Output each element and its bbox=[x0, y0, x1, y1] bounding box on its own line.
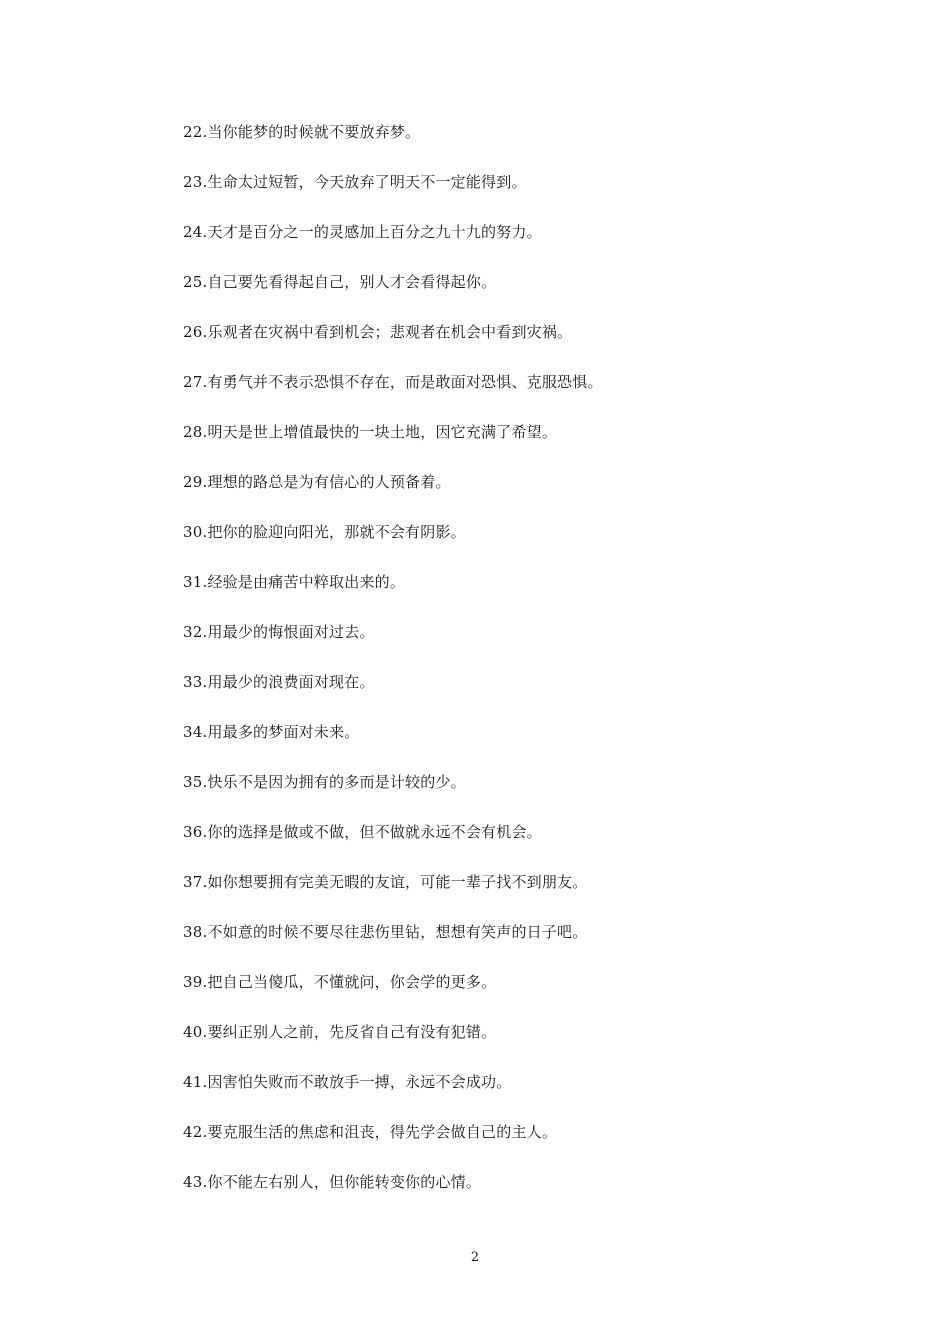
quote-line: 34.用最多的梦面对未来。 bbox=[183, 723, 360, 741]
quote-line: 38.不如意的时候不要尽往悲伤里钻，想想有笑声的日子吧。 bbox=[183, 923, 588, 941]
page-number: 2 bbox=[470, 1250, 480, 1265]
quote-line: 29.理想的路总是为有信心的人预备着。 bbox=[183, 473, 451, 491]
quote-line: 35.快乐不是因为拥有的多而是计较的少。 bbox=[183, 773, 466, 791]
quote-line: 30.把你的脸迎向阳光，那就不会有阴影。 bbox=[183, 523, 466, 541]
quote-line: 32.用最少的悔恨面对过去。 bbox=[183, 623, 375, 641]
quote-line: 37.如你想要拥有完美无暇的友谊，可能一辈子找不到朋友。 bbox=[183, 873, 588, 891]
quote-line: 28.明天是世上增值最快的一块土地，因它充满了希望。 bbox=[183, 423, 558, 441]
quote-line: 26.乐观者在灾祸中看到机会；悲观者在机会中看到灾祸。 bbox=[183, 323, 573, 341]
quote-line: 22.当你能梦的时候就不要放弃梦。 bbox=[183, 123, 421, 141]
quote-line: 41.因害怕失败而不敢放手一搏，永远不会成功。 bbox=[183, 1073, 512, 1091]
quote-line: 39.把自己当傻瓜，不懂就问，你会学的更多。 bbox=[183, 973, 497, 991]
quote-line: 25.自己要先看得起自己，别人才会看得起你。 bbox=[183, 273, 497, 291]
quote-line: 42.要克服生活的焦虑和沮丧，得先学会做自己的主人。 bbox=[183, 1123, 558, 1141]
quote-line: 31.经验是由痛苦中粹取出来的。 bbox=[183, 573, 406, 591]
quote-list bbox=[183, 120, 863, 1220]
quote-line: 33.用最少的浪费面对现在。 bbox=[183, 673, 375, 691]
quote-line: 40.要纠正别人之前，先反省自己有没有犯错。 bbox=[183, 1023, 497, 1041]
quote-line: 24.天才是百分之一的灵感加上百分之九十九的努力。 bbox=[183, 223, 542, 241]
quote-line: 36.你的选择是做或不做，但不做就永远不会有机会。 bbox=[183, 823, 542, 841]
quote-line: 43.你不能左右别人，但你能转变你的心情。 bbox=[183, 1173, 482, 1191]
quote-line: 27.有勇气并不表示恐惧不存在，而是敢面对恐惧、克服恐惧。 bbox=[183, 373, 603, 391]
quote-line: 23.生命太过短暂，今天放弃了明天不一定能得到。 bbox=[183, 173, 527, 191]
